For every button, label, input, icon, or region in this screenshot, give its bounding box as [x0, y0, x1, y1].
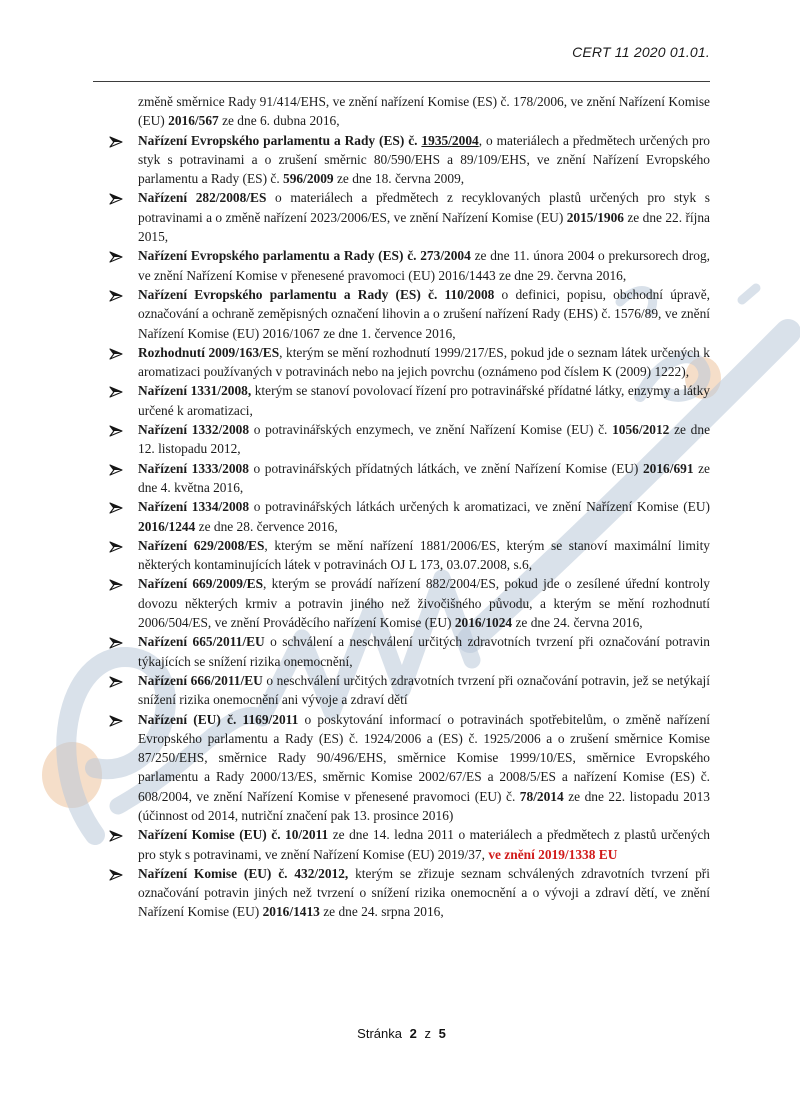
list-item	[93, 497, 710, 536]
document-code-header: CERT 11 2020 01.01.	[572, 44, 710, 60]
header-divider	[93, 81, 710, 82]
arrowhead-right-icon	[109, 288, 123, 302]
arrowhead-right-icon	[109, 828, 123, 842]
list-item-text: Nařízení 1331/2008, kterým se stanoví povolovací řízení pro potravinářské přídatné látky, enzymy a látky určené k aromatizaci,	[138, 383, 711, 418]
arrowhead-right-icon	[109, 423, 123, 437]
arrowhead-right-icon	[109, 713, 123, 727]
arrowhead-right-icon	[109, 500, 123, 514]
list-item-text: Nařízení 1334/2008 o potravinářských látkách určených k aromatizaci, ve znění Nařízení Komise (EU) 2016/1244 ze dne 28. července 2016,	[138, 499, 710, 534]
arrowhead-right-icon	[109, 134, 123, 148]
list-item	[93, 536, 710, 575]
arrowhead-right-icon	[109, 384, 123, 398]
list-item-text: Nařízení Komise (EU) č. 432/2012, kterým se zřizuje seznam schválených zdravotních tvrzení při označování potravin jiných než tvrzení o snížení rizika onemocnění a o vývoji a zdraví dětí, ve znění Nařízení Komise (EU) 2016/1413 ze dne 24. srpna 2016,	[138, 865, 710, 920]
list-item	[93, 343, 710, 382]
list-item-text: Nařízení (EU) č. 1169/2011 o poskytování informací o potravinách spotřebitelům, o změně nařízení Evropského parlamentu a Rady (ES) č. 1924/2006 a (ES) č. 1925/2006 a o zrušení směrnice Komise 87/250/EHS, směrnice Rady 90/496/EHS, směrnice Komise 1999/10/ES, směrnice Evropského parlamentu a Rady 2000/13/ES, směrnic Komise 2002/67/ES a 2008/5/ES a nařízení Komise (ES) č. 608/2004, ve znění Nařízení Komise v přenesené pravomoci (EU) č. 78/2014 ze dne 22. listopadu 2013 (účinnost od 2014, nutriční značení pak 13. prosince 2016)	[138, 711, 710, 823]
arrowhead-right-icon	[109, 346, 123, 360]
list-item	[93, 381, 710, 420]
arrowhead-right-icon	[109, 191, 123, 205]
list-item-text: Rozhodnutí 2009/163/ES, kterým se mění rozhodnutí 1999/217/ES, pokud jde o seznam látek určených k aromatizaci používaných v potravinách nebo na jejich povrchu (oznámeno pod číslem K (2009) 1222),	[138, 344, 710, 380]
list-item	[93, 188, 710, 246]
list-item-text: Nařízení Evropského parlamentu a Rady (ES) č. 1935/2004, o materiálech a předmětech určených pro styk s potravinami a o zrušení směrnic 80/590/EHS a 89/109/EHS, ve znění Nařízení Evropského parlamentu a Rady (ES) č. 596/2009 ze dne 18. června 2009,	[138, 132, 710, 187]
list-item	[93, 459, 710, 498]
list-item-text: Nařízení 1333/2008 o potravinářských přídatných látkách, ve znění Nařízení Komise (EU) 2016/691 ze dne 4. května 2016,	[138, 460, 710, 495]
list-item-text: Nařízení 629/2008/ES, kterým se mění nařízení 1881/2006/ES, kterým se stanoví maximální limity některých kontaminujících látek v potravinách OJ L 173, 03.07.2008, s.6,	[138, 537, 710, 573]
list-item	[93, 632, 710, 671]
list-item	[93, 825, 710, 864]
arrowhead-right-icon	[109, 577, 123, 591]
list-item-text: Nařízení 665/2011/EU o schválení a neschválení určitých zdravotních tvrzení při označování potravin týkajících se snížení rizika onemocnění,	[138, 634, 710, 669]
list-item	[93, 246, 710, 285]
arrowhead-right-icon	[109, 249, 123, 263]
list-item	[93, 864, 710, 922]
arrowhead-right-icon	[109, 539, 123, 553]
list-item	[93, 710, 710, 826]
list-item	[93, 131, 710, 189]
list-item-text: Nařízení Evropského parlamentu a Rady (ES) č. 273/2004 ze dne 11. února 2004 o prekursorech drog, ve znění Nařízení Komise v přenesené pravomoci (EU) 2016/1443 ze dne 29. června 2016,	[138, 248, 710, 283]
footer-separator: z	[424, 1026, 431, 1041]
intro-paragraph: změně směrnice Rady 91/414/EHS, ve znění nařízení Komise (ES) č. 178/2006, ve znění Nařízení Komise (EU) 2016/567 ze dne 6. dubna 2016,	[138, 94, 710, 129]
list-item-text: Nařízení 282/2008/ES o materiálech a předmětech z recyklovaných plastů určených pro styk s potravinami a o změně nařízení 2023/2006/ES, ve znění Nařízení Komise (EU) 2015/1906 ze dne 22. října 2015,	[138, 190, 710, 245]
footer-label: Stránka	[357, 1026, 402, 1041]
list-item	[93, 285, 710, 343]
list-item-text: Nařízení 669/2009/ES, kterým se provádí nařízení 882/2004/ES, pokud jde o zesílené úřední kontroly dovozu některých krmiv a potravin jiného než živočišného původu, a kterým se mění rozhodnutí 2006/504/ES, ve znění Prováděcího nařízení Komise (EU) 2016/1024 ze dne 24. června 2016,	[138, 576, 710, 631]
footer-total-pages: 5	[438, 1026, 446, 1041]
footer-page-number: 2	[409, 1026, 417, 1041]
list-item-text: Nařízení 1332/2008 o potravinářských enzymech, ve znění Nařízení Komise (EU) č. 1056/2012 ze dne 12. listopadu 2012,	[138, 422, 711, 457]
list-item-text: Nařízení 666/2011/EU o neschválení určitých zdravotních tvrzení při označování potravin, jež se netýkají snížení rizika onemocnění ani vývoje a zdraví dětí	[138, 672, 710, 708]
page-footer	[93, 1026, 710, 1041]
list-item	[93, 420, 710, 459]
arrowhead-right-icon	[109, 462, 123, 476]
list-item-text: Nařízení Komise (EU) č. 10/2011 ze dne 14. ledna 2011 o materiálech a předmětech z plastů určených pro styk s potravinami, ve znění Nařízení Komise (EU) 2019/37, ve znění 2019/1338 EU	[138, 827, 710, 862]
list-item-text: Nařízení Evropského parlamentu a Rady (ES) č. 110/2008 o definici, popisu, obchodní úpravě, označování a ochraně zeměpisných označení lihovin a o zrušení nařízení Rady (EHS) č. 1576/89, ve znění Nařízení Komise (EU) 2016/1067 ze dne 1. července 2016,	[138, 286, 710, 341]
arrowhead-right-icon	[109, 867, 123, 881]
arrowhead-right-icon	[109, 635, 123, 649]
list-item	[93, 671, 710, 710]
regulation-list	[93, 131, 710, 922]
list-item	[93, 574, 710, 632]
arrowhead-right-icon	[109, 674, 123, 688]
document-body	[93, 92, 710, 922]
